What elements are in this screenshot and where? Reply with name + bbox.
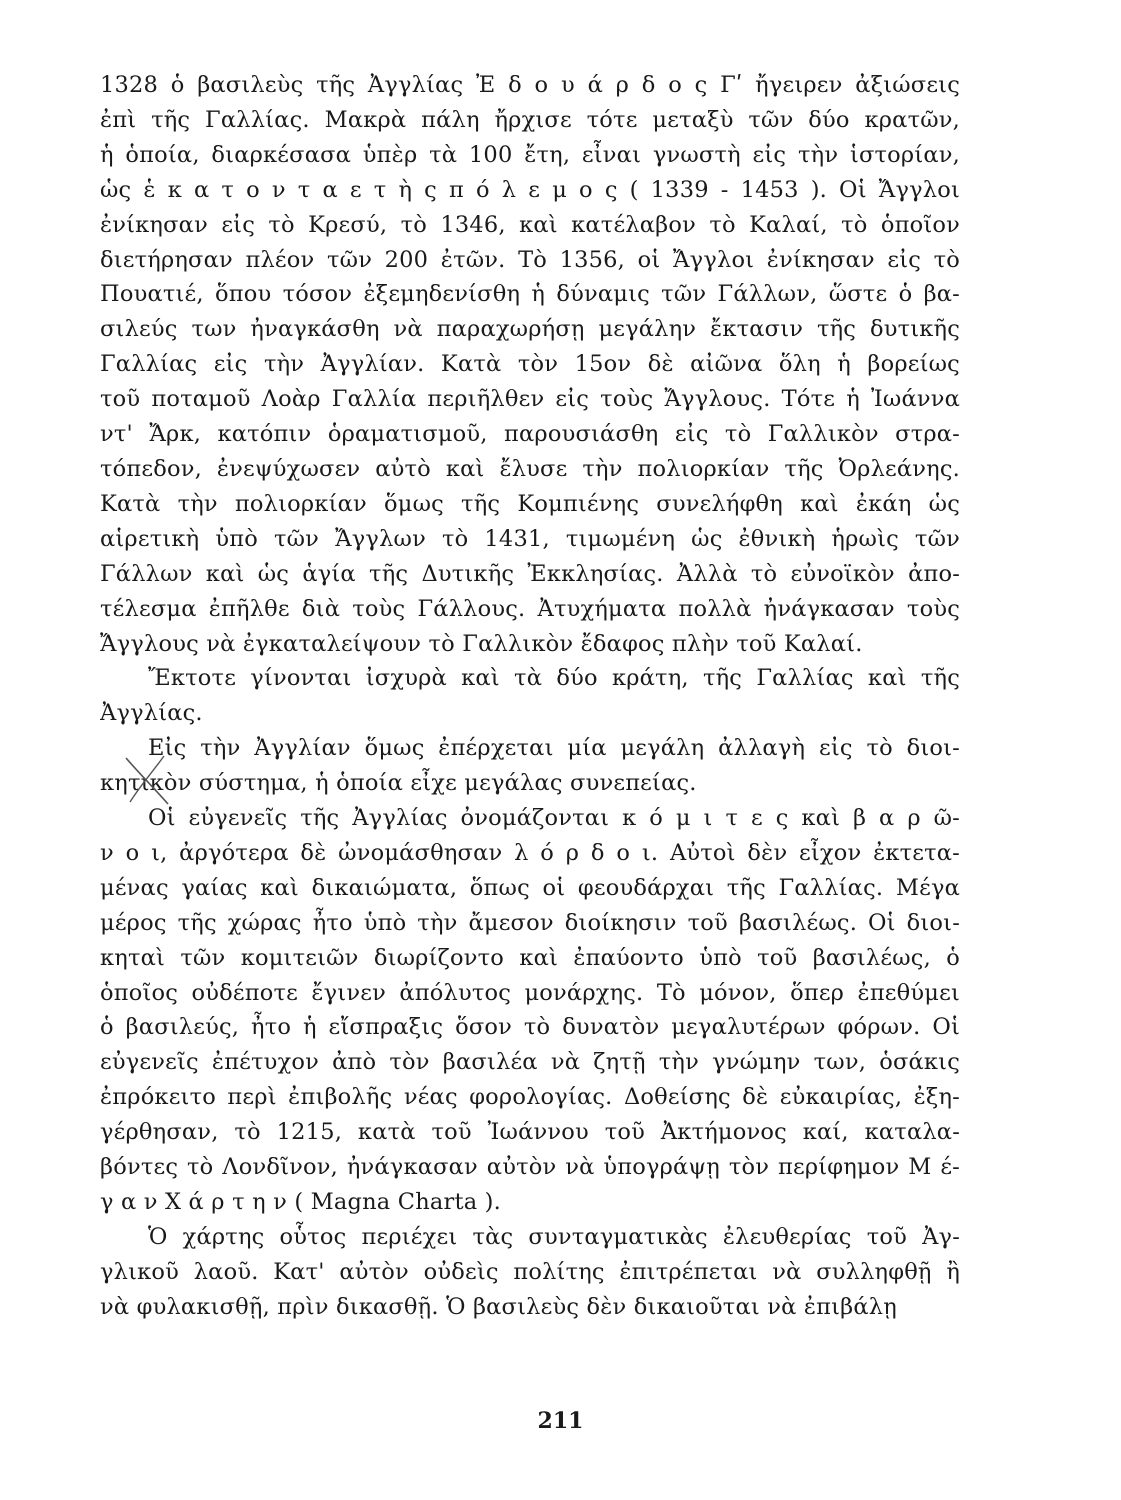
text-line: Γάλλων καὶ ὡς ἁγία τῆς Δυτικῆς Ἐκκλησίας. Ἀλλὰ τὸ εὐνοϊκὸν ἀπο- <box>100 560 960 587</box>
text-line: μένας γαίας καὶ δικαιώματα, ὅπως οἱ φεουδάρχαι τῆς Γαλλίας. Μέγα <box>100 874 960 901</box>
text-line: ἐπὶ τῆς Γαλλίας. Μακρὰ πάλη ἤρχισε τότε μεταξὺ τῶν δύο κρατῶν, <box>100 106 960 133</box>
text-line: γλικοῦ λαοῦ. Κατ' αὐτὸν οὐδεὶς πολίτης ἐπιτρέπεται νὰ συλληφθῇ ἢ <box>100 1258 960 1285</box>
text-line: κητικὸν σύστημα, ἡ ὁποία εἶχε μεγάλας συνεπείας. <box>100 770 697 797</box>
text-line: σιλεύς των ἠναγκάσθη νὰ παραχωρήσῃ μεγάλην ἔκτασιν τῆς δυτικῆς <box>100 316 960 343</box>
text-line: Ἀγγλίας. <box>100 700 203 727</box>
text-line: ἐνίκησαν εἰς τὸ Κρεσύ, τὸ 1346, καὶ κατέλαβον τὸ Καλαί, τὸ ὁποῖον <box>100 211 960 238</box>
text-line: Γαλλίας εἰς τὴν Ἀγγλίαν. Κατὰ τὸν 15ον δὲ αἰῶνα ὅλη ἡ βορείως <box>100 351 960 378</box>
paragraph-3 <box>100 731 960 801</box>
text-line: ὡς ἑ κ α τ ο ν τ α ε τ ὴ ς π ό λ ε μ ο ς ( 1339 - 1453 ). Οἱ Ἄγγλοι <box>100 176 960 203</box>
text-line: Ἔκτοτε γίνονται ἰσχυρὰ καὶ τὰ δύο κράτη, τῆς Γαλλίας καὶ τῆς <box>148 665 960 692</box>
paragraph-5 <box>100 1220 960 1325</box>
paragraph-1 <box>100 68 960 661</box>
text-line: 1328 ὁ βασιλεὺς τῆς Ἀγγλίας Ἐ δ ο υ ά ρ δ ο ς Γʹ ἤγειρεν ἀξιώσεις <box>100 72 960 98</box>
text-line: Πουατιέ, ὅπου τόσον ἐξεμηδενίσθη ἡ δύναμις τῶν Γάλλων, ὥστε ὁ βα- <box>100 281 960 308</box>
text-line: ὁποῖος οὐδέποτε ἔγινεν ἀπόλυτος μονάρχης. Τὸ μόνον, ὅπερ ἐπεθύμει <box>100 979 960 1006</box>
text-line: γέρθησαν, τὸ 1215, κατὰ τοῦ Ἰωάννου τοῦ Ἀκτήμονος καί, καταλα- <box>100 1119 960 1146</box>
text-line: αἱρετικὴ ὑπὸ τῶν Ἄγγλων τὸ 1431, τιμωμένη ὡς ἐθνικὴ ἡρωὶς τῶν <box>100 525 960 552</box>
page-body <box>100 68 960 1448</box>
text-line: ντ' Ἄρκ, κατόπιν ὁραματισμοῦ, παρουσιάσθη εἰς τὸ Γαλλικὸν στρα- <box>100 421 960 448</box>
paragraph-2 <box>100 661 960 731</box>
text-line: τόπεδον, ἐνεψύχωσεν αὐτὸ καὶ ἔλυσε τὴν πολιορκίαν τῆς Ὀρλεάνης. <box>100 455 960 482</box>
text-line: βόντες τὸ Λονδῖνον, ἠνάγκασαν αὐτὸν νὰ ὑπογράψῃ τὸν περίφημον Μ έ- <box>100 1154 960 1181</box>
text-line: Κατὰ τὴν πολιορκίαν ὅμως τῆς Κομπιένης συνελήφθη καὶ ἐκάη ὡς <box>100 490 960 517</box>
text-line: γ α ν Χ ά ρ τ η ν ( Magna Charta ). <box>100 1189 501 1215</box>
text-line: Ὁ χάρτης οὗτος περιέχει τὰς συνταγματικὰς ἐλευθερίας τοῦ Ἀγ- <box>148 1223 960 1250</box>
text-line: ὁ βασιλεύς, ἦτο ἡ εἴσπραξις ὅσον τὸ δυνατὸν μεγαλυτέρων φόρων. Οἱ <box>100 1014 960 1041</box>
text-line: τέλεσμα ἐπῆλθε διὰ τοὺς Γάλλους. Ἀτυχήματα πολλὰ ἠνάγκασαν τοὺς <box>100 595 960 622</box>
text-line: μέρος τῆς χώρας ἦτο ὑπὸ τὴν ἄμεσον διοίκησιν τοῦ βασιλέως. Οἱ διοι- <box>100 909 960 936</box>
text-line: νὰ φυλακισθῇ, πρὶν δικασθῇ. Ὁ βασιλεὺς δὲν δικαιοῦται νὰ ἐπιβάλῃ <box>100 1293 897 1320</box>
text-line: Ἄγγλους νὰ ἐγκαταλείψουν τὸ Γαλλικὸν ἔδαφος πλὴν τοῦ Καλαί. <box>100 630 863 657</box>
text-line: τοῦ ποταμοῦ Λοὰρ Γαλλία περιῆλθεν εἰς τοὺς Ἄγγλους. Τότε ἡ Ἰωάννα <box>100 386 960 413</box>
paragraph-4 <box>100 801 960 1220</box>
text-line: διετήρησαν πλέον τῶν 200 ἐτῶν. Τὸ 1356, οἱ Ἄγγλοι ἐνίκησαν εἰς τὸ <box>100 246 960 273</box>
page-number: 211 <box>537 1408 584 1434</box>
text-line: κηταὶ τῶν κομιτειῶν διωρίζοντο καὶ ἐπαύοντο ὑπὸ τοῦ βασιλέως, ὁ <box>100 944 960 971</box>
text-line: ν ο ι, ἀργότερα δὲ ὠνομάσθησαν λ ό ρ δ ο ι. Αὐτοὶ δὲν εἶχον ἐκτετα- <box>100 839 960 866</box>
text-line: Οἱ εὐγενεῖς τῆς Ἀγγλίας ὀνομάζονται κ ό μ ι τ ε ς καὶ β α ρ ῶ- <box>148 805 960 832</box>
text-line: εὐγενεῖς ἐπέτυχον ἀπὸ τὸν βασιλέα νὰ ζητῇ τὴν γνώμην των, ὁσάκις <box>100 1049 960 1076</box>
text-line: ἡ ὁποία, διαρκέσασα ὑπὲρ τὰ 100 ἔτη, εἶναι γνωστὴ εἰς τὴν ἱστορίαν, <box>100 141 960 168</box>
text-line: Εἰς τὴν Ἀγγλίαν ὅμως ἐπέρχεται μία μεγάλη ἀλλαγὴ εἰς τὸ διοι- <box>148 735 960 762</box>
text-line: ἐπρόκειτο περὶ ἐπιβολῆς νέας φορολογίας. Δοθείσης δὲ εὐκαιρίας, ἐξη- <box>100 1084 960 1111</box>
